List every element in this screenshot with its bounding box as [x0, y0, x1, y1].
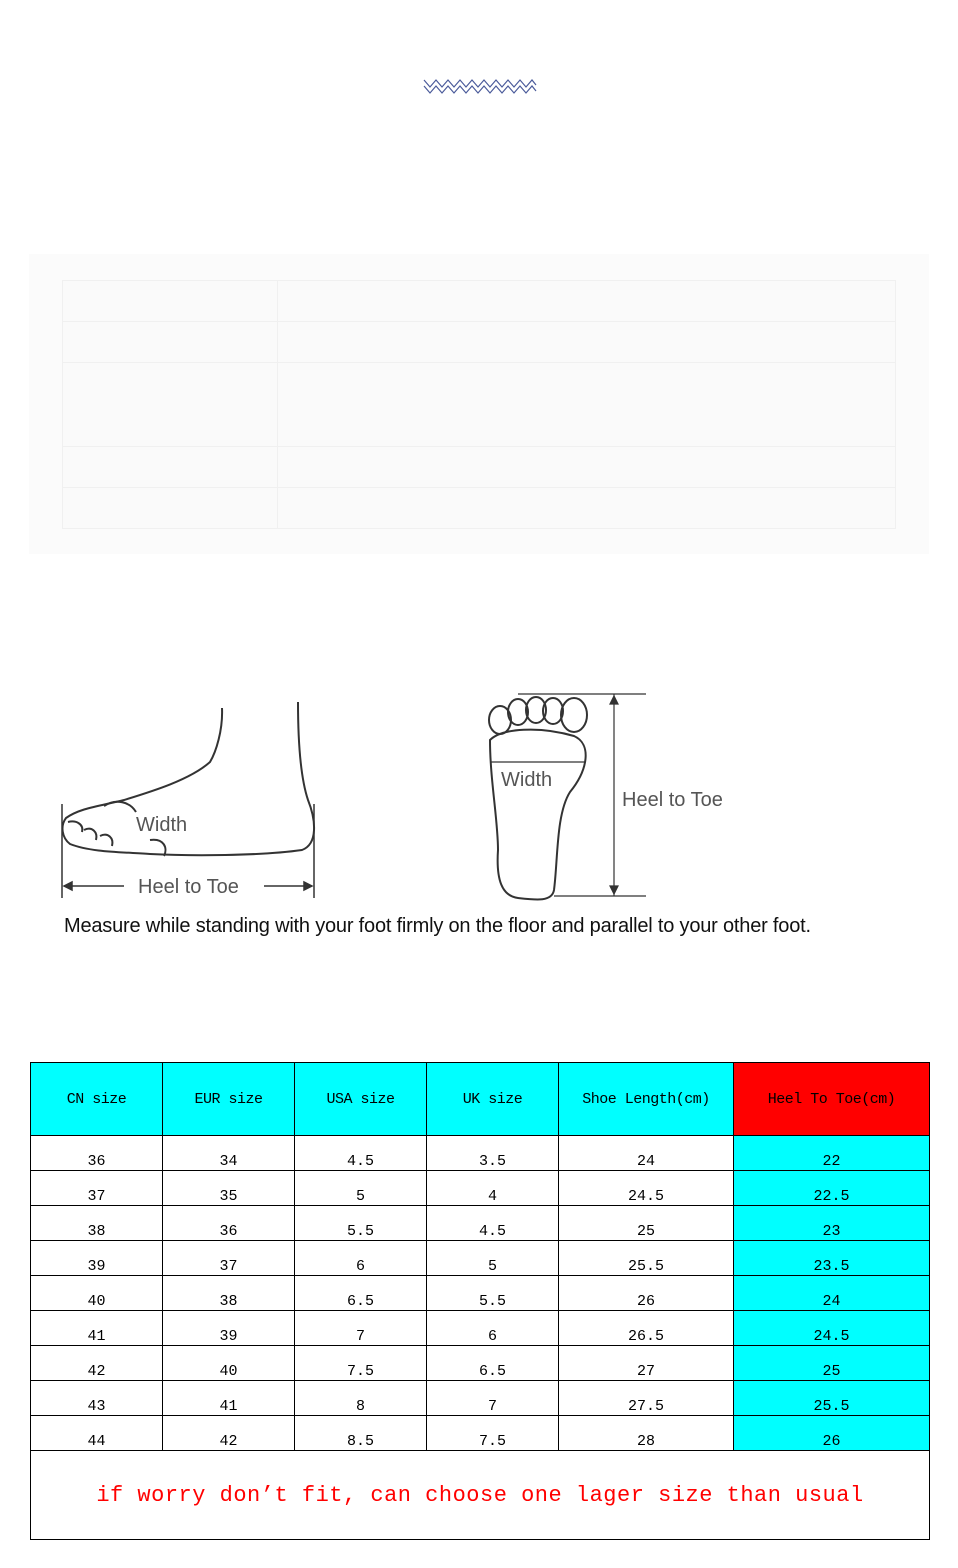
shoe-length-cell: 24	[559, 1136, 734, 1171]
eur-size-cell: 37	[163, 1241, 295, 1276]
heel-to-toe-cell: 25.5	[734, 1381, 930, 1416]
spec-row	[63, 322, 896, 363]
size-row	[31, 1346, 930, 1381]
spec-row	[63, 447, 896, 488]
uk-size-cell: 7.5	[427, 1416, 559, 1451]
shoe-length-cell: 26.5	[559, 1311, 734, 1346]
usa-size-cell: 8	[295, 1381, 427, 1416]
spec-panel	[29, 254, 929, 554]
cn-size-cell: 40	[31, 1276, 163, 1311]
size-row	[31, 1206, 930, 1241]
spec-key	[63, 322, 278, 363]
cn-size-cell: 38	[31, 1206, 163, 1241]
eur-size-cell: 42	[163, 1416, 295, 1451]
size-note-row	[31, 1451, 930, 1540]
cn-size-cell: 43	[31, 1381, 163, 1416]
usa-size-cell: 5.5	[295, 1206, 427, 1241]
side-length-label: Heel to Toe	[138, 876, 239, 898]
cn-size-cell: 41	[31, 1311, 163, 1346]
header-uk-size: UK size	[427, 1063, 559, 1136]
usa-size-cell: 8.5	[295, 1416, 427, 1451]
header-shoe-length: Shoe Length(cm)	[559, 1063, 734, 1136]
shoe-length-cell: 28	[559, 1416, 734, 1451]
spec-key	[63, 447, 278, 488]
cn-size-cell: 36	[31, 1136, 163, 1171]
size-row	[31, 1311, 930, 1346]
shoe-length-cell: 27	[559, 1346, 734, 1381]
header-usa-size: USA size	[295, 1063, 427, 1136]
cn-size-cell: 42	[31, 1346, 163, 1381]
size-row	[31, 1416, 930, 1451]
usa-size-cell: 7	[295, 1311, 427, 1346]
heel-to-toe-cell: 23	[734, 1206, 930, 1241]
spec-row	[63, 281, 896, 322]
heel-to-toe-cell: 24	[734, 1276, 930, 1311]
eur-size-cell: 39	[163, 1311, 295, 1346]
size-advice-note: if worry don’t fit, can choose one lager size than usual	[31, 1451, 930, 1540]
sole-illustration	[489, 697, 587, 900]
spec-row	[63, 363, 896, 447]
usa-size-cell: 5	[295, 1171, 427, 1206]
sole-length-label: Heel to Toe	[622, 789, 723, 811]
usa-size-cell: 4.5	[295, 1136, 427, 1171]
uk-size-cell: 6	[427, 1311, 559, 1346]
uk-size-cell: 5.5	[427, 1276, 559, 1311]
uk-size-cell: 7	[427, 1381, 559, 1416]
spec-table	[62, 280, 896, 529]
eur-size-cell: 41	[163, 1381, 295, 1416]
header-heel-to-toe: Heel To Toe(cm)	[734, 1063, 930, 1136]
heel-to-toe-cell: 23.5	[734, 1241, 930, 1276]
heel-to-toe-cell: 22.5	[734, 1171, 930, 1206]
eur-size-cell: 38	[163, 1276, 295, 1311]
usa-size-cell: 6.5	[295, 1276, 427, 1311]
spec-value	[278, 281, 896, 322]
spec-value	[278, 363, 896, 447]
measure-instruction: Measure while standing with your foot firmly on the floor and parallel to your other foot.	[64, 915, 811, 937]
size-row	[31, 1171, 930, 1206]
shoe-length-cell: 25	[559, 1206, 734, 1241]
size-chart-table	[30, 1062, 930, 1540]
spec-key	[63, 363, 278, 447]
size-row	[31, 1136, 930, 1171]
shoe-length-cell: 26	[559, 1276, 734, 1311]
spec-key	[63, 488, 278, 529]
eur-size-cell: 34	[163, 1136, 295, 1171]
heel-to-toe-cell: 24.5	[734, 1311, 930, 1346]
heel-to-toe-cell: 26	[734, 1416, 930, 1451]
uk-size-cell: 4	[427, 1171, 559, 1206]
spec-value	[278, 322, 896, 363]
usa-size-cell: 6	[295, 1241, 427, 1276]
heel-to-toe-cell: 25	[734, 1346, 930, 1381]
spec-value	[278, 447, 896, 488]
usa-size-cell: 7.5	[295, 1346, 427, 1381]
size-chart-body	[31, 1136, 930, 1451]
spec-row	[63, 488, 896, 529]
shoe-length-cell: 27.5	[559, 1381, 734, 1416]
foot-measure-diagram	[40, 680, 920, 910]
spec-value	[278, 488, 896, 529]
uk-size-cell: 4.5	[427, 1206, 559, 1241]
size-row	[31, 1241, 930, 1276]
cn-size-cell: 37	[31, 1171, 163, 1206]
sole-width-label: Width	[501, 769, 553, 791]
heel-to-toe-cell: 22	[734, 1136, 930, 1171]
uk-size-cell: 5	[427, 1241, 559, 1276]
spec-key	[63, 281, 278, 322]
shoe-length-cell: 24.5	[559, 1171, 734, 1206]
shoe-length-cell: 25.5	[559, 1241, 734, 1276]
side-width-label: Width	[136, 814, 188, 836]
uk-size-cell: 6.5	[427, 1346, 559, 1381]
header-eur-size: EUR size	[163, 1063, 295, 1136]
cn-size-cell: 44	[31, 1416, 163, 1451]
zigzag-divider-icon	[423, 76, 537, 96]
eur-size-cell: 40	[163, 1346, 295, 1381]
size-chart-header-row	[31, 1063, 930, 1136]
cn-size-cell: 39	[31, 1241, 163, 1276]
side-foot-illustration	[63, 702, 315, 856]
eur-size-cell: 36	[163, 1206, 295, 1241]
size-row	[31, 1381, 930, 1416]
size-row	[31, 1276, 930, 1311]
header-cn-size: CN size	[31, 1063, 163, 1136]
uk-size-cell: 3.5	[427, 1136, 559, 1171]
eur-size-cell: 35	[163, 1171, 295, 1206]
